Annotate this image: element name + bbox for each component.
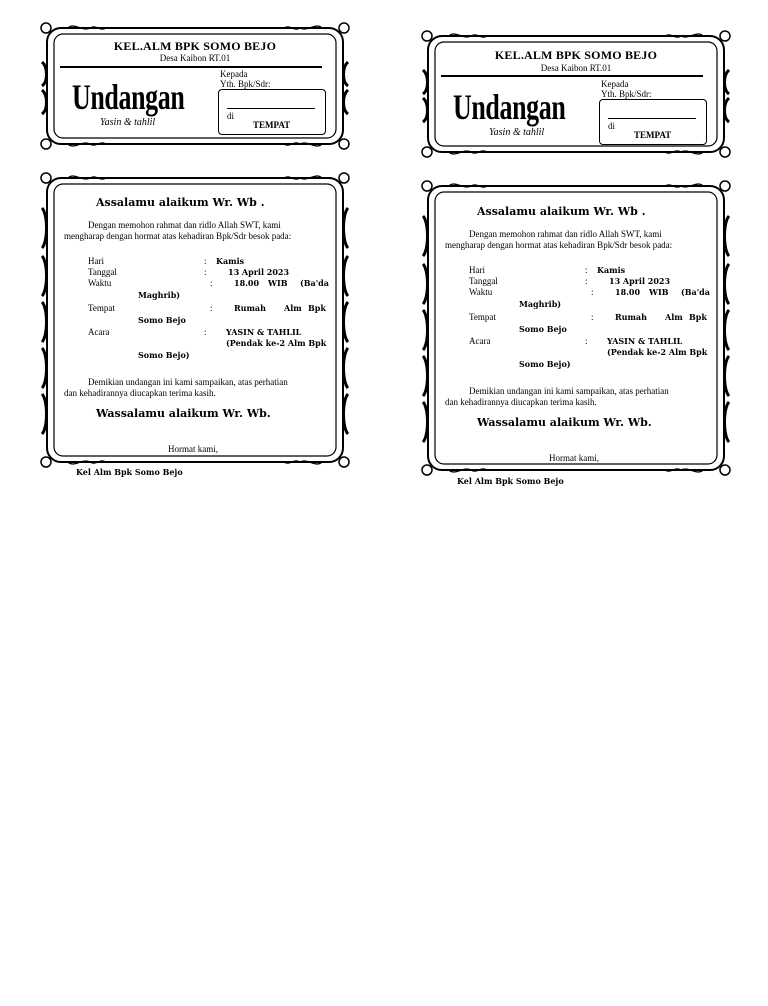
day-value: Kamis <box>597 265 626 275</box>
day-label: Hari <box>88 256 104 266</box>
farewell: Wassalamu alaikum Wr. Wb. <box>96 407 271 420</box>
family-address: Desa Kaibon RT.01 <box>540 63 612 73</box>
address-box <box>599 99 707 145</box>
recipient-line: Yth. Bpk/Sdr: <box>601 89 652 99</box>
time-value-cont: Maghrib) <box>519 299 562 309</box>
date-colon: : <box>585 276 588 286</box>
place-value-3: Bpk <box>308 303 326 313</box>
date-value: 13 April 2023 <box>609 276 671 286</box>
recipient-label: Kepada <box>220 69 248 79</box>
recipient-name-line <box>608 118 696 119</box>
place-value-cont: Somo Bejo <box>138 315 186 325</box>
event-value-cont: Somo Bejo) <box>138 350 190 360</box>
closing-line-2: dan kehadirannya diucapkan terima kasih. <box>445 397 597 407</box>
header-card-right <box>419 30 733 158</box>
greeting-text: Assalamu alaikum Wr. Wb <box>96 196 257 209</box>
recipient-name-line <box>227 108 315 109</box>
event-label: Acara <box>88 327 110 337</box>
greeting-dot: . <box>260 196 265 209</box>
body-card-left <box>38 172 352 477</box>
intro-line-1: Dengan memohon rahmat dan ridlo Allah SWT, kami <box>88 220 281 230</box>
time-label: Waktu <box>88 278 112 288</box>
closing-line-1: Demikian undangan ini kami sampaikan, atas perhatian <box>88 377 288 387</box>
closing-line-2: dan kehadirannya diucapkan terima kasih. <box>64 388 216 398</box>
event-value-2: (Pendak ke-2 Alm Bpk <box>226 338 327 348</box>
place-value-2: Alm <box>665 312 683 322</box>
family-address: Desa Kaibon RT.01 <box>159 53 231 63</box>
place-value-1: Rumah <box>234 303 266 313</box>
place-value-1: Rumah <box>615 312 647 322</box>
regards: Hormat kami, <box>168 444 218 454</box>
farewell: Wassalamu alaikum Wr. Wb. <box>477 416 652 429</box>
greeting-dot: . <box>641 205 646 218</box>
time-label: Waktu <box>469 287 493 297</box>
time-colon: : <box>210 278 213 288</box>
day-value: Kamis <box>216 256 245 266</box>
time-wib: WIB <box>268 278 288 288</box>
di-label: di <box>608 121 616 131</box>
time-value: 18.00 <box>615 287 641 297</box>
signature-name: Kel Alm Bpk Somo Bejo <box>76 467 183 477</box>
place-label: Tempat <box>469 312 496 322</box>
greeting <box>96 196 265 209</box>
time-wib: WIB <box>649 287 669 297</box>
invitation-subtitle: Yasin & tahlil <box>100 117 156 128</box>
place-value-cont: Somo Bejo <box>519 324 567 334</box>
regards: Hormat kami, <box>549 453 599 463</box>
place-label: Tempat <box>88 303 115 313</box>
event-value: YASIN & TAHLIL <box>607 336 683 346</box>
place-label: TEMPAT <box>253 120 291 130</box>
di-label: di <box>227 111 235 121</box>
recipient-label: Kepada <box>601 79 629 89</box>
day-label: Hari <box>469 265 485 275</box>
intro-line-1: Dengan memohon rahmat dan ridlo Allah SWT, kami <box>469 229 662 239</box>
event-label: Acara <box>469 336 491 346</box>
ornament-frame <box>38 172 352 468</box>
greeting <box>477 205 646 218</box>
date-label: Tanggal <box>469 276 498 286</box>
event-colon: : <box>585 336 588 346</box>
invitation-title: Undangan <box>72 77 185 117</box>
place-value-2: Alm <box>284 303 302 313</box>
place-label: TEMPAT <box>634 130 672 140</box>
event-value-2: (Pendak ke-2 Alm Bpk <box>607 347 708 357</box>
ornament-frame <box>419 180 733 476</box>
date-colon: : <box>204 267 207 277</box>
day-colon: : <box>204 256 207 266</box>
header-card-left <box>38 22 352 150</box>
place-colon: : <box>591 312 594 322</box>
recipient-line: Yth. Bpk/Sdr: <box>220 79 271 89</box>
event-value-cont: Somo Bejo) <box>519 359 571 369</box>
body-card-right <box>419 180 733 486</box>
place-value-3: Bpk <box>689 312 707 322</box>
intro-line-2: mengharap dengan hormat atas kehadiran Bpk/Sdr besok pada: <box>445 240 673 250</box>
time-bada: (Ba'da <box>300 278 329 288</box>
date-value: 13 April 2023 <box>228 267 290 277</box>
time-colon: : <box>591 287 594 297</box>
time-value-cont: Maghrib) <box>138 290 181 300</box>
header-divider <box>60 66 322 68</box>
invitation-title: Undangan <box>453 87 566 127</box>
closing-line-1: Demikian undangan ini kami sampaikan, atas perhatian <box>469 386 669 396</box>
event-colon: : <box>204 327 207 337</box>
greeting-text: Assalamu alaikum Wr. Wb <box>477 205 638 218</box>
family-name: KEL.ALM BPK SOMO BEJO <box>494 48 658 62</box>
family-name: KEL.ALM BPK SOMO BEJO <box>113 39 277 53</box>
day-colon: : <box>585 265 588 275</box>
invitation-subtitle: Yasin & tahlil <box>489 127 545 138</box>
event-value: YASIN & TAHLIL <box>226 327 302 337</box>
address-box <box>218 89 326 135</box>
intro-line-2: mengharap dengan hormat atas kehadiran Bpk/Sdr besok pada: <box>64 231 292 241</box>
time-value: 18.00 <box>234 278 260 288</box>
place-colon: : <box>210 303 213 313</box>
header-divider <box>441 75 703 77</box>
date-label: Tanggal <box>88 267 117 277</box>
time-bada: (Ba'da <box>681 287 710 297</box>
signature-name: Kel Alm Bpk Somo Bejo <box>457 476 564 486</box>
